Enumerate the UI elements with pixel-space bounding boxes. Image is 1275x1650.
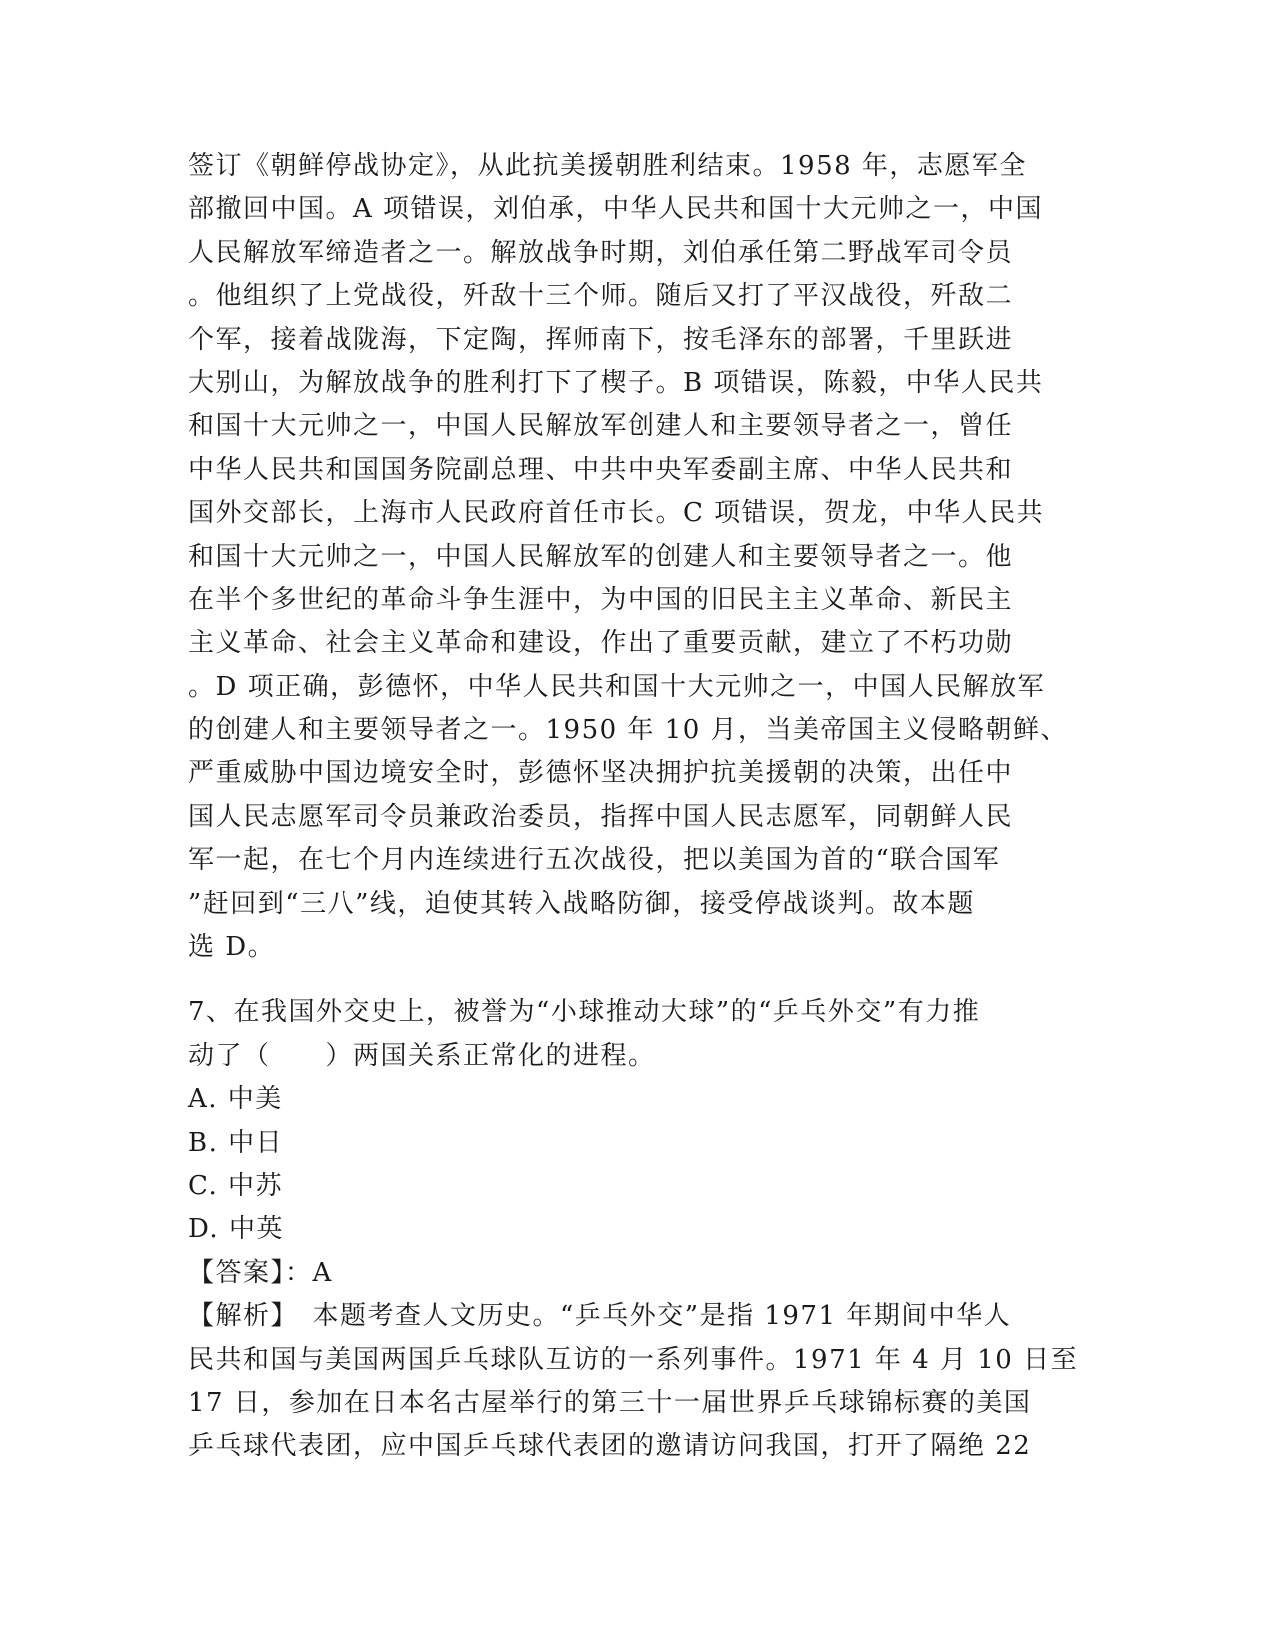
text-line: 主义革命、社会主义革命和建设，作出了重要贡献，建立了不朽功勋 — [188, 628, 1014, 659]
text-line: 的创建人和主要领导者之一。1950 年 10 月，当美帝国主义侵略朝鲜、 — [188, 715, 1069, 746]
option-b: B. 中日 — [188, 1127, 284, 1158]
analysis-line: 乒乓球代表团，应中国乒乓球代表团的邀请访问我国，打开了隔绝 22 — [188, 1431, 1032, 1462]
text-line: 严重威胁中国边境安全时，彭德怀坚决拥护抗美援朝的决策，出任中 — [188, 758, 1014, 789]
text-line: 中华人民共和国国务院副总理、中共中央军委副主席、中华人民共和 — [188, 454, 1014, 485]
text-line: ”赶回到“三八”线，迫使其转入战略防御，接受停战谈判。故本题 — [188, 888, 975, 919]
text-line: 。他组织了上党战役，歼敌十三个师。随后又打了平汉战役，歼敌二 — [188, 281, 1014, 312]
text-line: 个军，接着战陇海，下定陶，挥师南下，按毛泽东的部署，千里跃进 — [188, 324, 1014, 355]
text-line: 部撤回中国。A 项错误，刘伯承，中华人民共和国十大元帅之一，中国 — [188, 194, 1044, 225]
text-line: 。D 项正确，彭德怀，中华人民共和国十大元帅之一，中国人民解放军 — [188, 671, 1046, 702]
answer-line: 【答案】：A — [188, 1257, 333, 1288]
text-line: 大别山，为解放战争的胜利打下了楔子。B 项错误，陈毅，中华人民共 — [188, 367, 1044, 398]
analysis-line: 民共和国与美国两国乒乓球队互访的一系列事件。1971 年 4 月 10 日至 — [188, 1344, 1079, 1375]
previous-explanation — [188, 145, 1088, 969]
document-page — [188, 145, 1088, 1469]
option-d: D. 中英 — [188, 1214, 284, 1245]
text-line: 和国十大元帅之一，中国人民解放军创建人和主要领导者之一，曾任 — [188, 411, 1014, 442]
analysis-line: 17 日，参加在日本名古屋举行的第三十一届世界乒乓球锦标赛的美国 — [188, 1387, 1032, 1418]
text-line: 在半个多世纪的革命斗争生涯中，为中国的旧民主主义革命、新民主 — [188, 584, 1014, 615]
text-line: 国外交部长，上海市人民政府首任市长。C 项错误，贺龙，中华人民共 — [188, 498, 1045, 529]
question-7 — [188, 991, 1088, 1468]
question-stem-line: 动了（ ）两国关系正常化的进程。 — [188, 1040, 656, 1071]
text-line: 人民解放军缔造者之一。解放战争时期，刘伯承任第二野战军司令员 — [188, 237, 1014, 268]
text-line: 国人民志愿军司令员兼政治委员，指挥中国人民志愿军，同朝鲜人民 — [188, 801, 1014, 832]
text-line: 签订《朝鲜停战协定》，从此抗美援朝胜利结束。1958 年，志愿军全 — [188, 151, 1027, 181]
text-line: 和国十大元帅之一，中国人民解放军的创建人和主要领导者之一。他 — [188, 541, 1014, 572]
option-a: A. 中美 — [188, 1084, 283, 1115]
option-c: C. 中苏 — [188, 1170, 283, 1201]
question-stem-line: 7、在我国外交史上，被誉为“小球推动大球”的“乒乓外交”有力推 — [188, 997, 981, 1028]
spacer — [188, 969, 1088, 991]
analysis-line: 【解析】 本题考查人文历史。“乒乓外交”是指 1971 年期间中华人 — [188, 1301, 1012, 1332]
text-line: 军一起，在七个月内连续进行五次战役，把以美国为首的“联合国军 — [188, 845, 1001, 876]
text-line: 选 D。 — [188, 932, 276, 963]
